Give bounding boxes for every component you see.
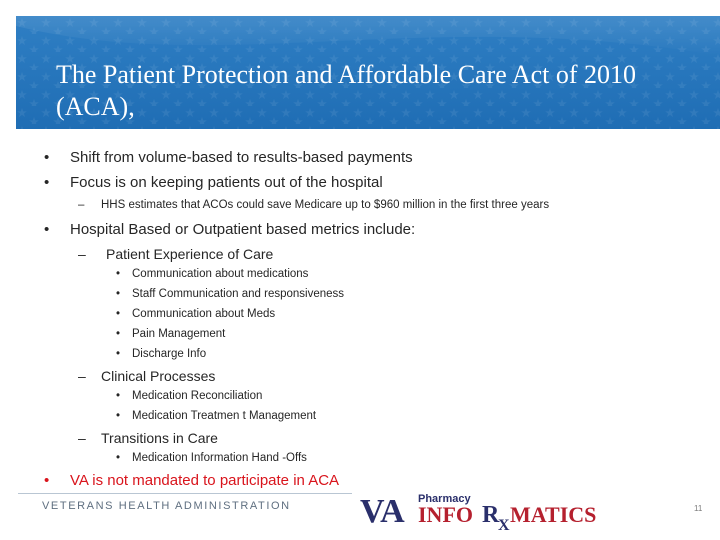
bullet-icon: • — [116, 328, 121, 340]
bullet-icon: • — [116, 410, 121, 422]
list-item — [44, 429, 684, 447]
logo-va-text: VA — [360, 493, 405, 530]
list-item — [44, 148, 684, 167]
bullet-text: Patient Experience of Care — [106, 246, 274, 262]
bullet-text: Staff Communication and responsiveness — [132, 288, 345, 300]
bullet-icon: • — [44, 221, 50, 238]
list-item — [44, 409, 684, 424]
list-item — [44, 451, 684, 466]
footer-divider — [18, 493, 352, 494]
bullet-text: Hospital Based or Outpatient based metrics include: — [70, 221, 416, 238]
dash-icon: – — [78, 199, 85, 211]
dash-icon: – — [78, 368, 86, 384]
bullet-text: Clinical Processes — [101, 368, 216, 384]
logo-r-text: R — [482, 502, 500, 528]
dash-icon: – — [78, 246, 86, 262]
list-item — [44, 327, 684, 342]
bullet-icon: • — [44, 174, 50, 191]
bullet-text: Communication about Meds — [132, 308, 276, 320]
bullet-icon: • — [116, 348, 121, 360]
bullet-icon: • — [116, 390, 121, 402]
bullet-text: Discharge Info — [132, 348, 207, 360]
bullet-text: Medication Reconciliation — [132, 390, 263, 402]
bullet-text: Pain Management — [132, 328, 226, 340]
bullet-icon: • — [44, 472, 50, 489]
footer-org-name: VETERANS HEALTH ADMINISTRATION — [42, 500, 291, 512]
va-pharmacy-informatics-logo — [358, 488, 638, 532]
bullet-icon: • — [116, 268, 121, 280]
list-item — [44, 287, 684, 302]
logo-info-text: INFO — [418, 502, 473, 527]
bullet-text: HHS estimates that ACOs could save Medicare up to $960 million in the first three years — [101, 199, 550, 211]
list-item — [44, 173, 684, 192]
list-item — [44, 220, 684, 239]
bullet-text: Communication about medications — [132, 268, 309, 280]
list-item — [44, 267, 684, 282]
list-item — [44, 347, 684, 362]
list-item — [44, 198, 684, 213]
logo-matics-text: MATICS — [510, 502, 597, 527]
bullet-icon: • — [116, 452, 121, 464]
bullet-text: Medication Information Hand -Offs — [132, 452, 307, 464]
list-item — [44, 389, 684, 404]
bullet-text: Transitions in Care — [101, 430, 218, 446]
dash-icon: – — [78, 430, 86, 446]
logo-pharmacy-text: Pharmacy — [418, 493, 471, 505]
bullet-list — [44, 148, 684, 496]
logo-x-text: X — [498, 517, 510, 532]
bullet-text: Focus is on keeping patients out of the hospital — [70, 174, 383, 191]
slide-title: The Patient Protection and Affordable Care Act of 2010 (ACA), — [56, 60, 637, 121]
bullet-text: Shift from volume-based to results-based payments — [70, 149, 413, 166]
bullet-icon: • — [116, 288, 121, 300]
bullet-icon: • — [116, 308, 121, 320]
bullet-text: VA is not mandated to participate in ACA — [70, 472, 340, 489]
title-banner — [16, 16, 720, 129]
page-number: 11 — [694, 504, 703, 513]
list-item — [44, 367, 684, 385]
list-item — [44, 307, 684, 322]
list-item — [44, 245, 684, 263]
bullet-icon: • — [44, 149, 50, 166]
bullet-text: Medication Treatmen t Management — [132, 410, 317, 422]
